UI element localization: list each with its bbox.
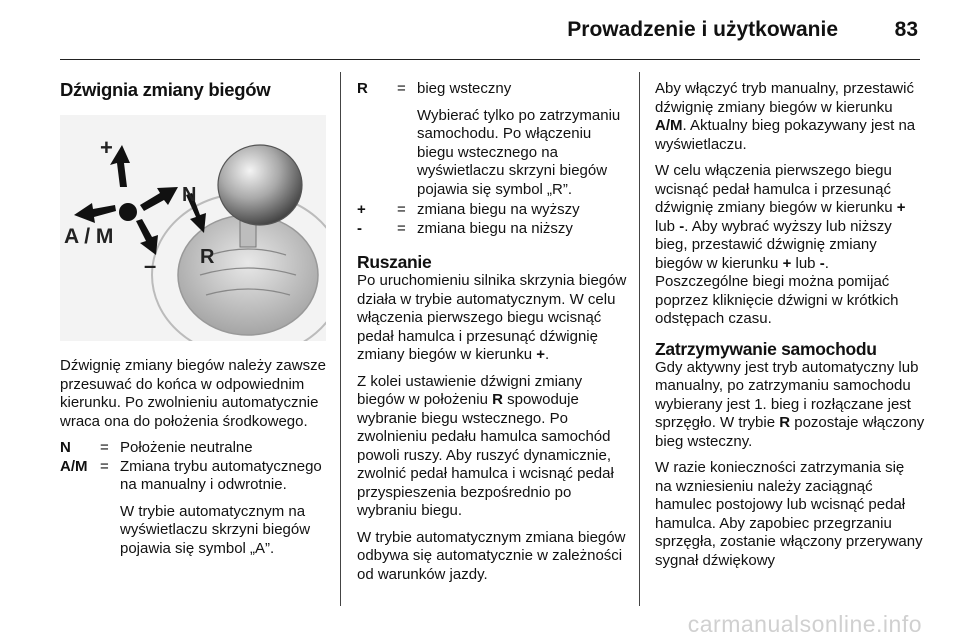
- key-r: R: [492, 391, 503, 408]
- label-r: R: [200, 246, 215, 268]
- definition-eq: =: [100, 457, 109, 475]
- section-title: Dźwignia zmiany biegów: [60, 79, 271, 100]
- key-am: A/M: [655, 117, 683, 134]
- definition-list: [60, 439, 328, 558]
- paragraph: Po uruchomieniu silnika skrzynia biegów działa w trybie automatycznym. W celu włączenia pierwszego biegu wcisnąć pedał hamulca i przesunąć dźwignię zmiany biegów w kierunku +.: [357, 272, 627, 363]
- label-plus: +: [100, 135, 113, 160]
- definition-text: zmiana biegu na niższy: [417, 219, 573, 237]
- definition-key: A/M: [60, 457, 88, 475]
- page-number: 83: [894, 18, 918, 41]
- definition-key: N: [60, 439, 71, 456]
- column-divider: [340, 72, 341, 606]
- definition-text: zmiana biegu na wyższy: [417, 201, 580, 218]
- watermark: carmanualsonline.info: [687, 611, 922, 637]
- label-am: A / M: [64, 225, 114, 248]
- definition-eq: =: [397, 80, 406, 97]
- definition-row: [60, 439, 328, 458]
- paragraph: Aby włączyć tryb manualny, przestawić dźwignię zmiany biegów w kierunku A/M. Aktualny bieg pokazywany jest na wyświetlaczu.: [655, 80, 916, 153]
- definition-text: Położenie neutralne: [120, 439, 253, 456]
- column-divider: [639, 72, 640, 606]
- paragraph: Z kolei ustawienie dźwigni zmiany biegów w położeniu R spowoduje wybranie biegu wstecznego. Po zwolnieniu pedału hamulca samochód powoli ruszy. Aby ruszyć dynamicznie, zwolnić pedał hamulca i wcisnąć pedał przyspieszenia bezpośrednio po wybraniu biegu.: [357, 372, 614, 519]
- paragraph: Gdy aktywny jest tryb automatyczny lub manualny, po zatrzymaniu samochodu wybierany jest 1. bieg i rozłączane jest sprzęgło. W trybie R pozostaje włączony bieg wsteczny.: [655, 358, 925, 450]
- paragraph: W trybie automatycznym zmiana biegów odbywa się automatycznie w zależności od warunków jazdy.: [357, 528, 626, 583]
- gear-lever-illustration: [60, 115, 326, 341]
- page-header: [60, 0, 920, 60]
- definition-text: bieg wsteczny: [417, 80, 512, 97]
- definition-row: [357, 201, 627, 220]
- intro-paragraph: Dźwignię zmiany biegów należy zawsze przesuwać do końca w odpowiednim kierunku. Po zwolnieniu automatycznie wraca ona do położenia środkowego.: [60, 357, 326, 430]
- definition-eq: =: [397, 219, 406, 237]
- definition-key: -: [357, 219, 362, 237]
- key-plus: +: [536, 346, 546, 363]
- chapter-title: Prowadzenie i użytkowanie: [567, 18, 838, 41]
- definition-row: [357, 220, 627, 239]
- column-2: [357, 80, 627, 584]
- definition-note: Wybierać tylko po zatrzymaniu samochodu. Po włączeniu biegu wstecznego na wyświetlaczu skrzyni biegów pojawia się symbol „R”.: [417, 106, 621, 198]
- paragraph: W razie konieczności zatrzymania się na wzniesieniu należy zaciągnąć hamulec postojowy lub wcisnąć pedał hamulca. Aby zapobiec przegrzaniu sprzęgła, zostanie włączony przerywany sygnał dźwiękowy: [655, 459, 923, 569]
- definition-text: Zmiana trybu automatycznego na manualny i odwrotnie.: [120, 457, 322, 493]
- paragraph: W celu włączenia pierwszego biegu wcisnąć pedał hamulca i przesunąć dźwignię zmiany biegów w kierunku + lub -. Aby wybrać wyższy lub niższy bieg, przestawić dźwignię zmiany biegów w kierunku + lub -. Poszczególne biegi można pomijać poprzez kliknięcie dźwigni w krótkich odstępach czasu.: [655, 162, 906, 327]
- definition-row: [357, 80, 627, 99]
- definition-eq: =: [100, 439, 109, 456]
- key-r: R: [779, 414, 791, 431]
- label-n: N: [182, 184, 197, 206]
- definition-key: R: [357, 80, 368, 97]
- subsection-title: Ruszanie: [357, 252, 432, 272]
- label-minus: –: [144, 253, 157, 278]
- gear-lever-diagram: [60, 115, 326, 341]
- subsection-title: Zatrzymywanie samochodu: [655, 338, 877, 359]
- column-1: [60, 72, 328, 558]
- column-3: [655, 80, 925, 570]
- definition-note: W trybie automatycznym na wyświetlaczu skrzyni biegów pojawia się symbol „A”.: [120, 502, 311, 557]
- definition-row: [60, 458, 328, 495]
- definition-eq: =: [397, 201, 406, 218]
- definition-key: +: [357, 201, 366, 218]
